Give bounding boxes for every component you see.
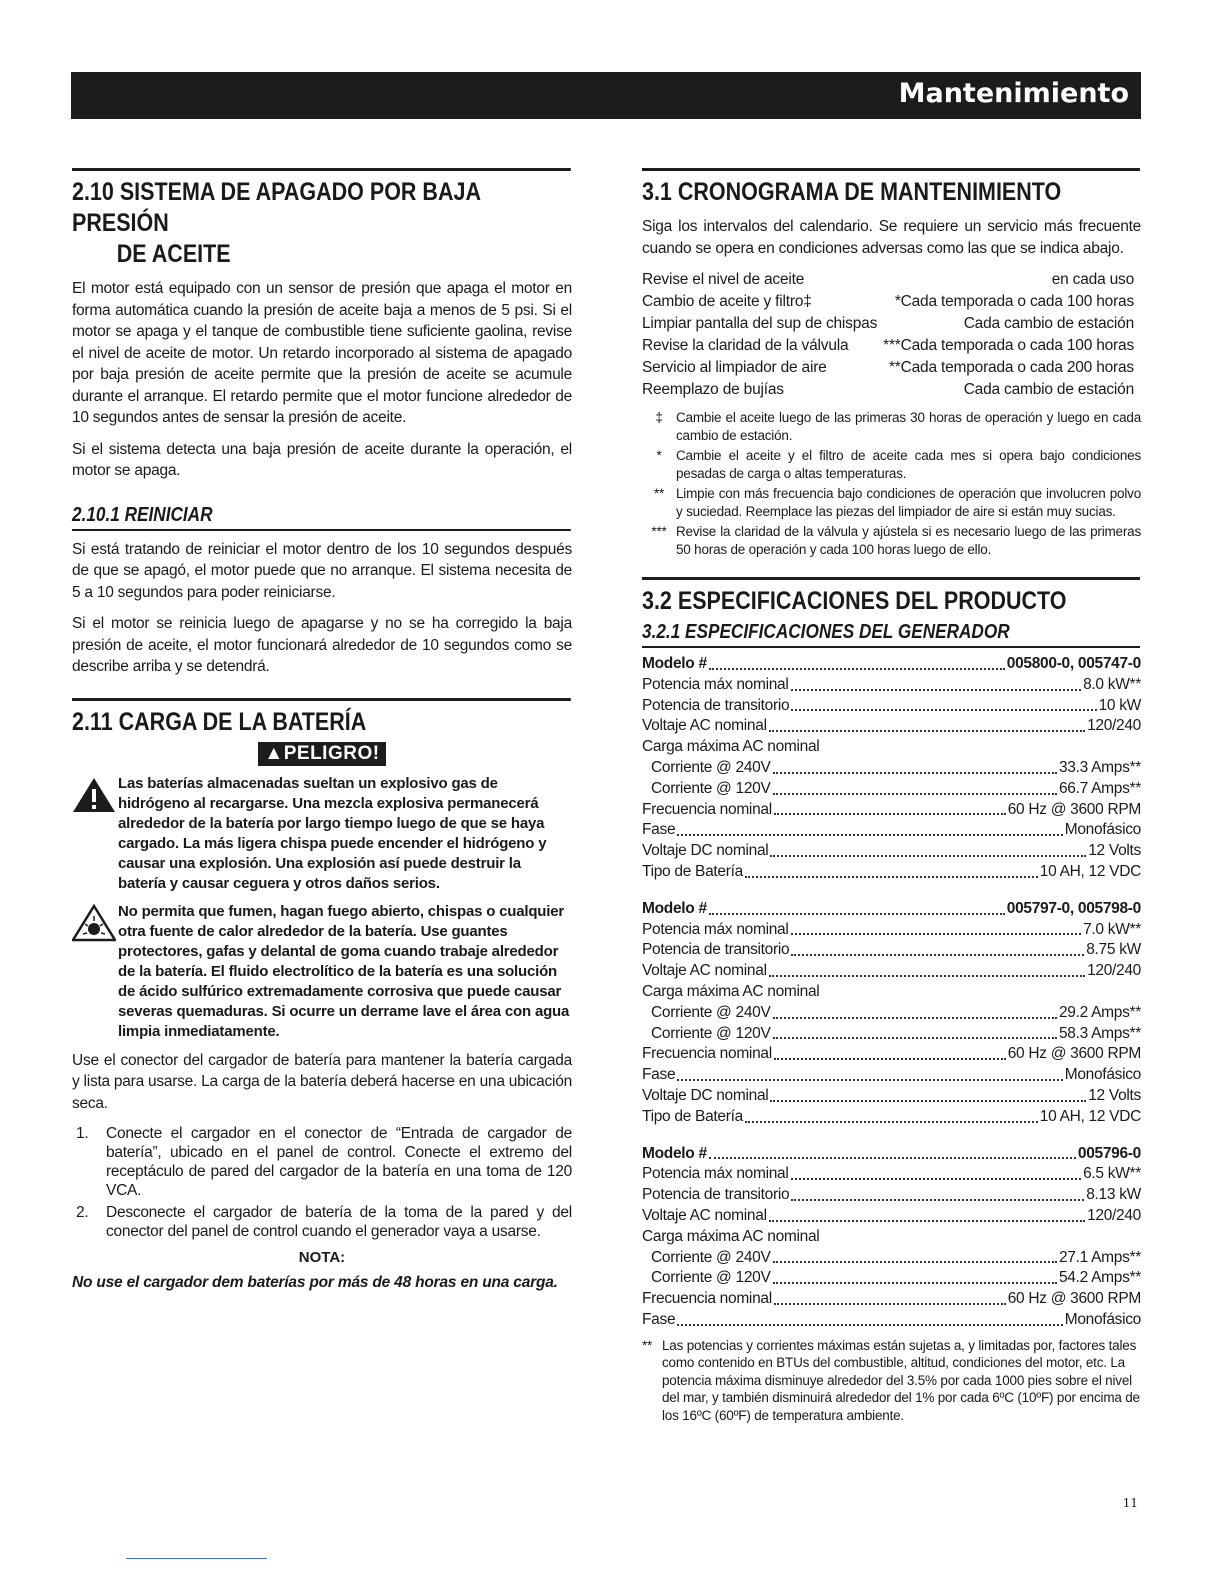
spec-label: Frecuencia nominal: [642, 1045, 772, 1063]
spec-row: [642, 716, 1141, 737]
spec-value: 60 Hz @ 3600 RPM: [1007, 1045, 1141, 1063]
spec-label: Potencia máx nominal: [642, 1165, 789, 1183]
schedule-task: Revise la claridad de la válvula: [642, 337, 849, 354]
spec-subheading: Carga máxima AC nominal: [642, 982, 820, 1000]
spec-label: Fase: [642, 821, 676, 839]
spec-tables: [642, 654, 1141, 1331]
dot-leader: [745, 1107, 1038, 1123]
spec-value: 60 Hz @ 3600 RPM: [1007, 800, 1141, 818]
spec-value: 10 kW: [1098, 696, 1141, 714]
spec-row: [642, 1065, 1141, 1086]
dot-leader: [774, 1289, 1006, 1305]
spec-value: 8.13 kW: [1086, 1186, 1141, 1204]
warning-fire: [72, 902, 572, 1042]
dot-leader: [773, 1024, 1057, 1040]
spec-row: [642, 1268, 1141, 1289]
schedule-interval: Cada cambio de estación: [963, 315, 1134, 332]
spec-value: 8.0 kW**: [1083, 675, 1141, 693]
spec-value: 120/240: [1087, 717, 1141, 735]
spec-value: Monofásico: [1064, 821, 1141, 839]
spec-value: 120/240: [1087, 1206, 1141, 1224]
warning-triangle-icon: [72, 776, 116, 814]
dot-leader: [791, 675, 1082, 691]
explosion-hazard-icon: [72, 904, 116, 942]
note-text: No use el cargador dem baterías por más de 48 horas en una carga.: [72, 1274, 558, 1291]
footnote-text: Cambie el aceite luego de las primeras 30 horas de operación y luego en cada cambio de estación.: [676, 410, 1141, 443]
footnote-mark: ***: [651, 524, 667, 539]
spec-value: 29.2 Amps**: [1058, 1003, 1141, 1021]
dot-leader: [791, 1185, 1084, 1201]
list-text: Conecte el cargador en el conector de “Entrada de cargador de batería”, ubicado en el panel de control. Conecte el extremo del receptáculo de pared del cargador de la batería en una toma de 120 VCA.: [106, 1125, 572, 1199]
footnote-mark: **: [653, 486, 665, 501]
spec-value: 005797-0, 005798-0: [1006, 899, 1141, 917]
dot-leader: [709, 1144, 1076, 1160]
schedule-task: Limpiar pantalla del sup de chispas: [642, 315, 878, 332]
paragraph: Use el conector del cargador de batería para mantener la batería cargada y lista para usarse. La carga de la batería deberá hacerse en una ubicación seca.: [72, 1051, 572, 1112]
heading-2-10-1: 2.10.1 REINICIAR: [72, 504, 571, 531]
list-text: Desconecte el cargador de batería de la toma de la pared y del conector del panel de control cuando el generador vaya a usarse.: [106, 1204, 572, 1240]
spec-value: 8.75 kW: [1086, 941, 1141, 959]
schedule-row: [642, 335, 1141, 357]
steps-list: [72, 1124, 572, 1241]
schedule-row: [642, 379, 1141, 401]
paragraph: Si el sistema detecta una baja presión de aceite durante la operación, el motor se apaga.: [72, 440, 572, 479]
dot-leader: [770, 1086, 1086, 1102]
spec-label: Tipo de Batería: [642, 1107, 743, 1125]
spec-label: Voltaje DC nominal: [642, 842, 769, 860]
schedule-interval: Cada cambio de estación: [963, 381, 1134, 398]
page-number: 11: [1122, 1496, 1138, 1510]
spec-value: 120/240: [1087, 962, 1141, 980]
footnote: [642, 409, 1141, 445]
spec-label: Potencia máx nominal: [642, 675, 789, 693]
footnote-text: Las potencias y corrientes máximas están sujetas a, y limitadas por, factores tales como contenido en BTUs del combustible, altitud, condiciones del motor, etc. La potencia máxima disminuye alrededor del 3.5% por cada 1000 pies sobre el nivel del mar, y también disminuirá alrededor del 1% por cada 6ºC (10ºF) por encima de los 16ºC (60ºF) de temperatura ambiente.: [662, 1337, 1140, 1423]
schedule-task: Revise el nivel de aceite: [642, 271, 805, 288]
spec-row: [642, 1044, 1141, 1065]
footnote-mark: **: [642, 1337, 653, 1353]
footnote-mark: *: [656, 448, 662, 463]
footnote-mark: ‡: [655, 410, 663, 425]
spec-label: Corriente @ 240V: [651, 1003, 771, 1021]
dot-leader: [709, 899, 1005, 915]
spec-row: [642, 758, 1141, 779]
dot-leader: [773, 1248, 1057, 1264]
spec-label: Voltaje AC nominal: [642, 962, 767, 980]
footnote: [642, 523, 1141, 559]
spec-label: Corriente @ 120V: [651, 1024, 771, 1042]
spec-label: Tipo de Batería: [642, 862, 743, 880]
spec-value: 60 Hz @ 3600 RPM: [1007, 1290, 1141, 1308]
dot-leader: [773, 1268, 1057, 1284]
spec-subheading: Carga máxima AC nominal: [642, 738, 820, 756]
dot-leader: [791, 940, 1084, 956]
spec-row: [642, 820, 1141, 841]
spec-label: Modelo #: [642, 655, 707, 672]
spec-value: 7.0 kW**: [1083, 920, 1141, 938]
spec-model-row: [642, 899, 1141, 920]
list-number: 1.: [76, 1125, 89, 1142]
spec-row: [642, 1086, 1141, 1107]
spec-value: 12 Volts: [1088, 1086, 1141, 1104]
section-title: Mantenimiento: [898, 78, 1129, 109]
dot-leader: [769, 716, 1085, 732]
spec-value: 33.3 Amps**: [1058, 758, 1141, 776]
schedule-interval: ***Cada temporada o cada 100 horas: [883, 337, 1134, 354]
spec-row: [642, 1107, 1141, 1128]
dot-leader: [773, 779, 1057, 795]
schedule-task: Reemplazo de bujías: [642, 381, 784, 398]
spec-row: [642, 1206, 1141, 1227]
footnote-text: Cambie el aceite y el filtro de aceite cada mes si opera bajo condiciones pesadas de carga o altas temperaturas.: [676, 448, 1141, 481]
list-number: 2.: [76, 1204, 89, 1221]
schedule-task: Servicio al limpiador de aire: [642, 359, 827, 376]
spec-label: Modelo #: [642, 1144, 707, 1162]
dot-leader: [769, 1206, 1085, 1222]
spec-label: Corriente @ 240V: [651, 758, 771, 776]
schedule-row: [642, 313, 1141, 335]
spec-value: 005796-0: [1077, 1144, 1141, 1162]
heading-2-10: [72, 168, 571, 270]
spec-row: [642, 841, 1141, 862]
spec-row: [642, 1310, 1141, 1331]
schedule-row: [642, 269, 1141, 291]
warning-text: Las baterías almacenadas sueltan un explosivo gas de hidrógeno al recargarse. Una mezcla explosiva permanecerá alrededor de la batería por largo tiempo luego de que se haya cargado. La más ligera chispa puede encender el hidrógeno y causar una explosión. Una explosión así puede destruir la batería y causar ceguera y otros daños serios.: [118, 774, 547, 892]
spec-model-block: [642, 899, 1141, 1128]
dot-leader: [769, 961, 1085, 977]
spec-label: Frecuencia nominal: [642, 800, 772, 818]
heading-3-2-1: 3.2.1 ESPECIFICACIONES DEL GENERADOR: [642, 621, 1140, 648]
spec-label: Potencia de transitorio: [642, 1186, 790, 1204]
spec-value: Monofásico: [1064, 1066, 1141, 1084]
spec-label: Frecuencia nominal: [642, 1290, 772, 1308]
note-heading: NOTA:: [298, 1249, 346, 1266]
dot-leader: [774, 800, 1006, 816]
spec-label: Fase: [642, 1066, 676, 1084]
spec-row: [642, 940, 1141, 961]
spec-label: Voltaje DC nominal: [642, 1086, 769, 1104]
link-underline: [126, 1558, 267, 1559]
spec-value: 10 AH, 12 VDC: [1039, 862, 1141, 880]
spec-label: Modelo #: [642, 899, 707, 917]
paragraph: El motor está equipado con un sensor de presión que apaga el motor en forma automática cuando la presión de aceite baja a menos de 5 psi. Si el motor se apaga y el tanque de combustible tiene suficiente gaolina, revise el nivel de aceite de motor. Un retardo incorporado al sistema de apagado por baja presión de aceite permite que la presión de aceite se acumule durante el arranque. El retardo permite que el motor funcione alrededor de 10 segundos antes de sensar la presión de aceite.: [72, 280, 572, 426]
warning-explosion: [72, 774, 572, 894]
spec-label: Potencia de transitorio: [642, 941, 790, 959]
maintenance-schedule: [642, 269, 1141, 401]
spec-value: 58.3 Amps**: [1058, 1024, 1141, 1042]
spec-value: 10 AH, 12 VDC: [1039, 1107, 1141, 1125]
spec-subheading: Carga máxima AC nominal: [642, 1227, 820, 1245]
spec-value: 005800-0, 005747-0: [1006, 655, 1141, 672]
schedule-interval: *Cada temporada o cada 100 horas: [894, 293, 1134, 310]
spec-value: Monofásico: [1064, 1310, 1141, 1328]
heading-2-10-line1: 2.10 SISTEMA DE APAGADO POR BAJA PRESIÓN: [72, 178, 481, 237]
section-header-bar: [71, 72, 1141, 119]
warning-text: No permita que fumen, hagan fuego abierto, chispas o cualquier otra fuente de calor alrededor de la batería. Use guantes protectores, gafas y delantal de goma cuando trabaje alrededor de la batería. El fluido electrolítico de la batería es una solución de ácido sulfúrico extremadamente corrosiva que puede causar severas quemaduras. Si ocurre un derrame lave el área con agua limpia inmediatamente.: [118, 902, 570, 1040]
heading-3-1: 3.1 CRONOGRAMA DE MANTENIMIENTO: [642, 168, 1140, 208]
spec-model-block: [642, 654, 1141, 883]
spec-label: Corriente @ 240V: [651, 1248, 771, 1266]
paragraph: Siga los intervalos del calendario. Se requiere un servicio más frecuente cuando se opera en condiciones adversas como las que se indica abajo.: [642, 218, 1141, 257]
spec-row: [642, 696, 1141, 717]
spec-value: 6.5 kW**: [1083, 1165, 1141, 1183]
dot-leader: [677, 1065, 1062, 1081]
spec-model-block: [642, 1144, 1141, 1331]
spec-label: Fase: [642, 1310, 676, 1328]
spec-label: Corriente @ 120V: [651, 1269, 771, 1287]
spec-value: 54.2 Amps**: [1058, 1269, 1141, 1287]
dot-leader: [770, 841, 1086, 857]
spec-row: [642, 920, 1141, 941]
spec-row: [642, 1185, 1141, 1206]
paragraph: Si está tratando de reiniciar el motor dentro de los 10 segundos después de que se apagó, el motor puede que no arranque. El sistema necesita de 5 a 10 segundos para poder reiniciarse.: [72, 540, 572, 601]
spec-row: [642, 1164, 1141, 1185]
dot-leader: [791, 1164, 1082, 1180]
spec-row: [642, 862, 1141, 883]
spec-row: [642, 800, 1141, 821]
spec-model-row: [642, 1144, 1141, 1165]
list-item: [72, 1124, 572, 1200]
spec-row: [642, 961, 1141, 982]
schedule-footnotes: [642, 409, 1141, 559]
list-item: [72, 1203, 572, 1241]
spec-label: Voltaje AC nominal: [642, 1206, 767, 1224]
dot-leader: [677, 1310, 1062, 1326]
right-column: [642, 168, 1141, 1424]
spec-row: [642, 1289, 1141, 1310]
heading-2-10-line2: DE ACEITE: [116, 240, 231, 268]
footnote: [642, 485, 1141, 521]
footnote: [642, 447, 1141, 483]
spec-value: 66.7 Amps**: [1058, 779, 1141, 797]
spec-footnote: [642, 1337, 1141, 1425]
spec-row: [642, 779, 1141, 800]
left-column: [72, 168, 572, 1292]
spec-value: 12 Volts: [1088, 842, 1141, 860]
heading-2-11: 2.11 CARGA DE LA BATERÍA: [72, 698, 571, 738]
spec-value: 27.1 Amps**: [1058, 1248, 1141, 1266]
dot-leader: [791, 920, 1082, 936]
dot-leader: [745, 862, 1038, 878]
schedule-interval: **Cada temporada o cada 200 horas: [888, 359, 1134, 376]
spec-label: Potencia máx nominal: [642, 920, 789, 938]
schedule-interval: en cada uso: [1051, 271, 1134, 288]
spec-row: [642, 1248, 1141, 1269]
schedule-row: [642, 357, 1141, 379]
spec-label: Potencia de transitorio: [642, 696, 790, 714]
spec-label: Corriente @ 120V: [651, 779, 771, 797]
dot-leader: [709, 654, 1005, 670]
spec-label: Voltaje AC nominal: [642, 717, 767, 735]
spec-model-row: [642, 654, 1141, 675]
spec-row: [642, 1024, 1141, 1045]
heading-3-2: 3.2 ESPECIFICACIONES DEL PRODUCTO: [642, 577, 1140, 617]
dot-leader: [773, 1003, 1057, 1019]
danger-label: ▲PELIGRO!: [258, 742, 385, 766]
danger-banner: [72, 742, 572, 766]
footnote-text: Limpie con más frecuencia bajo condiciones de operación que involucren polvo y suciedad. Reemplace las piezas del limpiador de aire si están muy sucias.: [676, 486, 1141, 519]
dot-leader: [774, 1044, 1006, 1060]
dot-leader: [773, 758, 1057, 774]
dot-leader: [677, 820, 1062, 836]
spec-row: [642, 675, 1141, 696]
dot-leader: [791, 696, 1096, 712]
spec-row: [642, 1003, 1141, 1024]
paragraph: Si el motor se reinicia luego de apagarse y no se ha corregido la baja presión de aceite, el motor funcionará alrededor de 10 segundos como se describe arriba y se detendrá.: [72, 615, 572, 675]
schedule-row: [642, 291, 1141, 313]
footnote-text: Revise la claridad de la válvula y ajústela si es necesario luego de las primeras 50 horas de operación y cada 100 horas luego de ello.: [676, 524, 1141, 557]
schedule-task: Cambio de aceite y filtro‡: [642, 293, 812, 310]
